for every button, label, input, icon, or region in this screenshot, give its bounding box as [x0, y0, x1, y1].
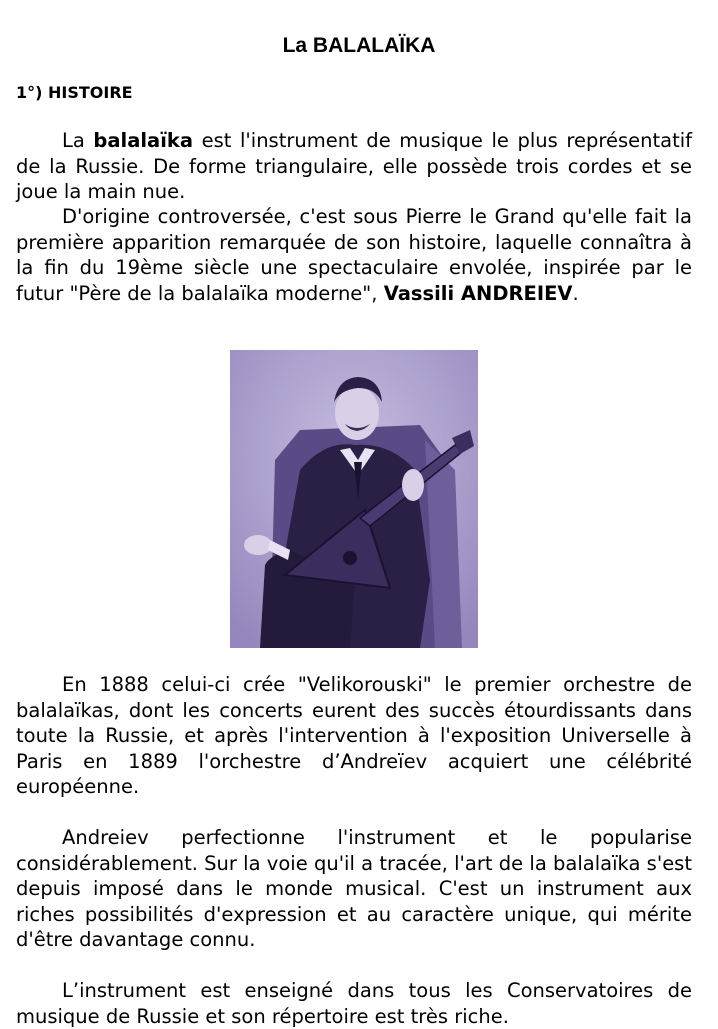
paragraph-text: D'origine controversée, c'est sous Pierre le Grand qu'elle fait la première apparition remarquée de son histoire, laquelle connaîtra à la fin du 19ème siècle une spectaculaire envolée, inspirée par le futur "Père de la balalaïka moderne",: [16, 205, 692, 305]
bold-name-andreiev: Vassili ANDREIEV: [383, 281, 573, 305]
paragraph-intro: [16, 128, 692, 205]
bold-term-balalaika: balalaïka: [93, 129, 194, 152]
portrait-photo-andreiev: [230, 350, 478, 648]
page-title: La BALALAÏKA: [282, 34, 436, 57]
paragraph-text: est l'instrument de musique le plus représentatif de la Russie. De forme triangulaire, elle possède trois cordes et se joue la main nue.: [16, 129, 692, 203]
section-heading-histoire: 1°) HISTOIRE: [16, 83, 133, 102]
paragraph-teaching: L’instrument est enseigné dans tous les Conservatoires de musique de Russie et son répertoire est très riche.: [16, 979, 692, 1028]
paragraph-perfection: Andreiev perfectionne l'instrument et le popularise considérablement. Sur la voie qu'il a tracée, l'art de la balalaïka s'est depuis imposé dans le monde musical. C'est un instrument aux riches possibilités d'expression et au caractère unique, qui mérite d'être davantage connu.: [16, 826, 692, 951]
paragraph-orchestra: En 1888 celui-ci crée "Velikorouski" le premier orchestre de balalaïkas, dont les concerts eurent des succès étourdissants dans toute la Russie, et après l'intervention à l'exposition Universelle à Paris en 1889 l'orchestre d’Andreïev acquiert une célébrité européenne.: [16, 673, 692, 798]
paragraph-text: .: [572, 281, 579, 305]
paragraph-text: La: [62, 129, 94, 152]
paragraph-origin: [16, 204, 692, 306]
